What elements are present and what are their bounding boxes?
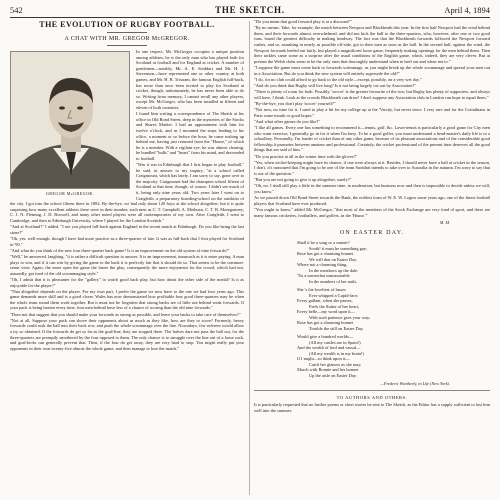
issue-date: April 4, 1894	[444, 5, 490, 15]
right-column	[254, 19, 490, 495]
article-paragraph: "That altogether depends on the player. For my own part, I prefer the game we now have to the one we had four years ago. This game demands more skill and is a good closer. Wales has now demonstrated how profitable four good three-quarters may be when the whole team round them work together. But it must not be forgotten that strong backs are of little use behind weak forwards. If your pack is being beaten every time, four men behind have less of a chance of scoring than the old nine forwards."	[10, 288, 244, 311]
poem-credit: —Frederic Weatherly, in Life (New York).	[380, 381, 450, 387]
left-column	[10, 19, 244, 495]
article-paragraph: "Yes, when wicket-keeping might have its chance, if one were always at it. Besides, I should never have a ball at cricket in the season, I don't, it's rumoured that I'm going to be one of the team Stoddart intends to take over to Australia in the autumn. I'm sorry to say that is out of the question."	[254, 159, 490, 176]
column-divider	[249, 21, 250, 495]
article-paragraph: "By no means. Take, for example, the match between Newport and Blackheath this year. In the first half Newport had the wind behind them, and their forwards almost overwhelmed, and did not kick the ball to the three-quarters, who, however, after one or two good runs, found the greatest difficulty in making headway. The fact was that the Blackheath forwards followed the Newport forward rushes, and so, smashing in nearly as possible off-side, got to their men as soon as the ball. In the second half, against the wind, the Newport forwards heeled out fairly, but played a magnificent loose game, frequently making openings for the men behind them. Then their tackles came some as a surprise after the usual conditions of the English game, which, indeed, they are very clever. But at present the Welsh clubs seem to be the only ones that thoroughly understand when to heel out and when not to."	[254, 25, 490, 64]
poem-line: In the meadows up the dale,	[309, 267, 359, 273]
poem-line: Shall it be a song or a sonnet?	[297, 240, 350, 246]
poem-line: With such patience goes your way;	[309, 314, 371, 320]
poem-body	[297, 240, 447, 378]
poem-line: Where not a charming thing,	[297, 262, 348, 268]
poem-line: We will don on Easter Day.	[309, 256, 358, 262]
article-paragraph: "I suppose the game must come back to forwards scrimmage, as you might break up the whole scrummage and spread your men out in a Association. But do you think the new system will entirely supersede the old?"	[254, 64, 490, 76]
article-paragraph: I found him writing a correspondence of The Sketch at his office in Old Bond Street, deep in the mysteries of the Stocks and Shares Market. I had an appointment with him for twelve o'clock, and as I mounted the steps leading to his office, a moment or so before the hour, he came rushing up behind me, having just returned from the "House," of which he is a member. With a vigilant eye, he was almost clearing, he bundled "bulls" and "bears" from his mind, and descended to football.	[136, 111, 244, 161]
poem-stanza	[297, 287, 447, 331]
poem-line: Rose has got a charming bonnet	[297, 320, 354, 326]
page-number: 542	[10, 5, 23, 15]
article-paragraph: "And what other games do you like?"	[254, 118, 321, 124]
article-signature: M. M.	[439, 220, 450, 226]
notice-title: TO AUTHORS AND OTHERS.	[336, 395, 408, 401]
poem-stanza	[297, 334, 447, 378]
article-paragraph: "And do you think that Rugby will live long? Is it not being largely cut out by Association?"	[254, 82, 417, 88]
article-paragraph: "By-the-bye, you don't play 'soccer' yourself?"	[254, 100, 336, 106]
article-paragraph: "But you are not going to give it up altogether, surely?"	[254, 177, 352, 183]
poem-stanza	[297, 240, 447, 284]
article-paragraph: "And what do you think of the new four three-quarter back game? Is it an improvement on the old system of nine forwards?"	[10, 247, 230, 253]
poem-line: Catch her glances as she may,	[309, 361, 362, 367]
article-title: THE EVOLUTION OF RUGBY FOOTBALL.	[39, 20, 215, 29]
article-paragraph: "You ought to know," added Mr. McGregor, "that most of the members of the Stock Exchange are very fond of sport, and there are many famous cricketers, footballers, and golfers, in the 'House.'"	[254, 206, 490, 218]
poem-line: If I might—to think upon it—	[297, 356, 350, 362]
subtitle-rule	[107, 45, 147, 46]
poem-line: Trouble the still on Easter Day.	[309, 325, 364, 331]
photo-caption: GREGOR McGREGOR.	[45, 191, 95, 196]
article-paragraph: "Does not that suggest that you should make your forwards as strong as possible, and leave your backs to take care of themselves?"	[10, 311, 241, 317]
poem-line: Up the aisle on Easter Day.	[309, 372, 357, 378]
poem-line: March with Bonnie and her bonnet	[297, 367, 359, 373]
article-paragraph: "There is plenty of room for both. Possibly, 'soccer' is the greater favourite of the two; but Rugby has plenty of supporters, and always will have, I think. Look at the crowds Blackheath can draw! I don't suppose any Association club in London can hope to equal them."	[254, 89, 490, 100]
photo-credit: Photo by Hawkins, New Bond Street, W.	[69, 182, 126, 186]
article-paragraph: "Not at all. Suppose your pack can shove their opponents about as much as they like, how are they to score? Formerly, heavy forwards could rush the ball into their back row, and push the whole scrummage over the line. Nowadays, few referees would allow a try so obtained. If the forwards do get so far as the goal-line, they are stopped there. The halves dare not pass the ball out, for the three-quarters are promptly smothered by the four opposed to them. The only chance is to smuggle over the line out of a loose ruck, and goal-kicks can generally prevent that. Then, if the four do get away, they are very hard to stop. You might really put your opponents in their own twenty-five almost the whole game, and then manage to lose the match."	[10, 317, 244, 351]
portrait-photo	[10, 51, 130, 189]
poem-title: ON EASTER DAY.	[339, 230, 405, 237]
poem-line: Ever whipped a Cupid-face;	[309, 292, 359, 298]
article-paragraph: As we passed down Old Bond Street towards the Bank, the noblest form of W. E. W. Logies some years ago, one of the finest football players that Scotland have ever produced.	[254, 195, 490, 206]
article-paragraph: "Oh, I admit that it is pleasanter for the "gallery" to watch good back play, but how about the other side of the medal? Is it as enjoyable for the player?"	[10, 276, 244, 288]
masthead: THE SKETCH.	[215, 5, 285, 15]
article-paragraph: "I do, for no club could afford to go back to the old style—except, possibly, on a very wet day."	[254, 76, 422, 82]
poem-line: (All my wealth is in my brain!)	[309, 350, 364, 356]
poem-line: 'Tis a somewhat unseasonable	[297, 273, 350, 279]
poem-line: Feels the flutter of her heart;	[309, 303, 360, 309]
header-rule	[10, 17, 490, 18]
section-rule	[254, 390, 490, 391]
article-paragraph: "Oh, yes, well enough, though I have had more practice as a three-quarter of late. It was as full-back that I first played for Scotland in '90."	[10, 235, 244, 247]
article-paragraph: In one respect, Mr. McGregor occupies a unique position among athletes; he is the only man who has played both for Scotland at football and for England at cricket. A number of gentlemen—notably, Mr. A. E. Stoddart and Mr. H. J. Stevenson—have represented one or other country at both games, and Mr. H. B. Tristram, the famous English full-back, has more than once been invited to play for Scotland at cricket, though, unfortunately, he has never been able to do so. Writing from memory, I cannot recall any other players, except Mr. McGregor, who has been installed in fifteen and eleven of both countries.	[136, 49, 244, 110]
article-paragraph: "I like all games. Every one has something to recommend it—tennis, golf, &c. Lawn-tennis is particularly a good game for City men who want exercise; I generally go in for it when I'm busy. To be a good golfer, you must understand a head-master's daily life is to a schoolboy. Personally, I'm fonder of cricket than of any other game, because of its pleasant associations and of the considerable good fellowship it promotes between amateur and professional. Certainly, the cricket professional of the present time deserves all the good things that are said of him."	[254, 125, 490, 153]
poem-line: Every belle—my word upon it—	[297, 309, 356, 315]
notice-text: It is particularly requested that no further poems or short stories be sent to The Sketch, as the Editor has a supply sufficient to last him well into the summer.	[254, 402, 490, 413]
poem-line: And the wealth of lord and vassal—	[297, 345, 361, 351]
poem-line: In the numbers of her nails.	[309, 278, 358, 284]
article-paragraph: "And at Scotland?" I added. "I see you played full-back against England in the recent match at Edinburgh. Do you like being the last stone?"	[10, 224, 244, 235]
article-paragraph: "Do you mean that good forward play is at a discount?"	[254, 19, 352, 24]
portrait-illustration	[11, 52, 130, 189]
poem-line: Every gallant, when she passes,	[297, 298, 353, 304]
poem-line: Would give a hundred worlds—	[297, 334, 354, 340]
article-paragraph: "Oh, no. I shall still play a little in the summer time, in moderation, but business now and then is impossible to decide unless we will, you know."	[254, 183, 490, 194]
poem-line: Sooth! it must be something gay;	[309, 245, 368, 251]
poem-line: Rose has got a charming bonnet	[297, 251, 354, 257]
poem-line: She 's the loveliest of lasses	[297, 287, 346, 293]
article-paragraph: "Not now, no time for it. I used to play a bit for my college up at the 'Varsity, but never since. I very rare and for the Corinthians in Paris some mouth or good hopes."	[254, 107, 490, 118]
portrait-figure	[10, 51, 130, 196]
article-paragraph: "Do you practise at all in the winter time with the gloves?"	[254, 153, 358, 159]
page-header	[10, 4, 490, 18]
title-rule	[107, 32, 147, 33]
article-subtitle: A CHAT WITH MR. GREGOR McGREGOR.	[64, 36, 190, 42]
article-paragraph: "Was it war in Edinburgh that I first began to play football," he said, in answer to my inquiry, "at a school called Craigmount, which has lately, I am sorry to say, gone over to the majority. Craigmount had the champion school fifteen of Scotland at that time, though, of course, I didn't see much of it, being only nine years old. Two years later I went on to Craigleith, a preparatory boarding-school on the outskirts of the city. I got into the school fifteen there in 1882. By-the-bye, we had only about 120 boys at the school altogether, but it is quite surprising how many excellent athletes there were in their number, such men as C. T. Campbell, A. Methuen, C. T. B. Montgomery, C. J. N. Fleming, J. D. Boswell, and many other noted players were all contemporaries of my own. After Craigleith, I went to Cambridge, and then to Edinburgh University, where I played for the London Scottish."	[10, 162, 244, 223]
poem-line: (All my castles are in Spain!)	[309, 339, 361, 345]
article-paragraph: "Well," he answered, laughing, "it is rather a difficult question to answer. It is an improvement, inasmuch as it is more paying. A man plays to win, and if it can win by giving the game to the back it is perfectly fair that it should do so. That seems to be the common-sense view. Again, the more open the game the faster the play, consequently the more enjoyment for the crowd, which had not, assuredly, got tired of the old scrummaging style."	[10, 253, 244, 276]
